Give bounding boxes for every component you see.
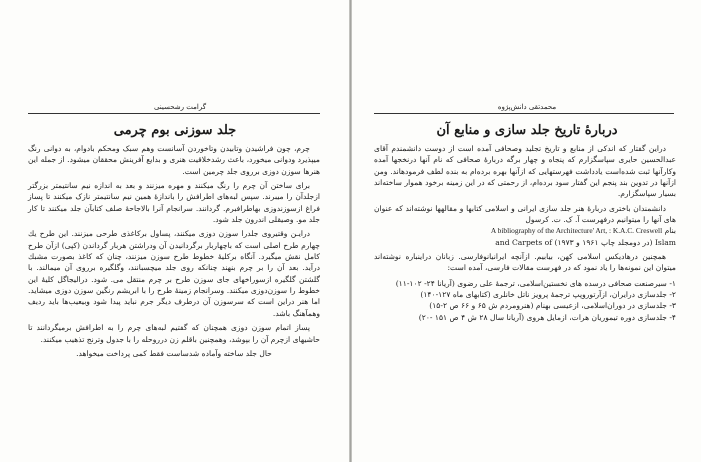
- creswell-title: A bibliography of the Architecture' Art, : K.A.C. Creswell: [490, 226, 663, 236]
- left-running-head: گرامت رشحسینی: [153, 103, 207, 111]
- reference-item-2: ۲- جلدسازی درایران، ازآرتوروپپ ترجمهٔ پرویز ناتل خانلری (کتابهای ماه ۱۲۷-۱۴۰): [420, 290, 676, 300]
- right-running-head: محمدتقی دانش‌پژوه: [497, 103, 557, 111]
- left-paragraph-4: پساز اتمام سوزن دوزی همچنان که گفتیم لبه‌های چرم را به اطرافش برمیگردانند تا حاشیهای ازچرم آن را بپوشد، وهمچنین باقلم زن دررو‌حله را با جدول وترنج تذهیب میکنند.: [28, 323, 320, 344]
- reference-item-3: ۳- جلدسازی در دوران‌اسلامی، ازعیسی بهنام (هنرومردم ش ۶۵ و ۶۶ ص ۲-۱۵): [429, 301, 676, 311]
- right-creswell-line: [374, 225, 676, 236]
- right-book-page: [352, 0, 701, 462]
- reference-item-1: ۱- سیرصنعت صحافی درسده های نخستین‌اسلامی، ترجمهٔ علی رضوی (آریانا ۲۴- ۱۰۲-۱۱): [395, 278, 676, 288]
- right-paragraph-2: دانشمندان باختری دربارهٔ هنر جلد سازی ایرانی و اسلامی کتابها و مقالهها نوشته‌اند که عنوان های آنها را میتوانیم درفهرست آ. ک. ت. کرسول: [374, 203, 676, 225]
- left-paragraph-1: چرم، چون فراشیدن وتابیدن وتاخوردن آسانست وهم سبک ومحکم بادوام، به دوانی رنگ میپذیرد ودوانی میخورد، باعث رشدخلاقیت هنری و بدایع آفرینش محققان میشود. از جمله این هنرها سوزن دوزی برروی جلد چرمین است.: [28, 144, 320, 176]
- right-paragraph-1: دراین گفتار که اندکی از منابع و تاریخ تجلید وصحافی آمده است از دوست دانشمندم آقای عبدالحسین حایری سپاسگزارم که پنجاه و چهار برگه دربارهٔ صحافی که نام آنها درنخجها آمده وکارآنها ثبت شده‌است یادداشت فهرستهایی که ازآنها بهره برده‌ام به بنده لطف فرمودهاند. ومن ازآنها در تدوین بند پنجم این گفتار سود برده‌ام، از رحمتی که در این زمینه برخود هموار ساخته‌اند بسیار سپاسگزارم.: [374, 144, 676, 199]
- left-header-rule: [28, 113, 320, 114]
- right-paragraph-3: همچنین درهادیکس اسلامی کهن، بیابیم. ازآنچه ایرانیانوفارسی‌. زبانان دراینباره نوشته‌اند میتوان این نمونه‌ها را یاد نمود که در فهرست مقالات فارسی، آمده است:: [374, 252, 676, 273]
- right-creswell-islam-line: Islam (در دومجلد چاپ ۱۹۶۱ و ۱۹۷۳) and Carpets of: [495, 237, 676, 247]
- left-page-title: جلد سوزنی بوم چرمی: [113, 123, 237, 138]
- creswell-suffix: بنام: [664, 226, 676, 236]
- left-paragraph-5: حال جلد ساخته وآماده شدساست فقط کمی پرداخت میخواهد.: [76, 348, 272, 358]
- left-paragraph-3: درایـن وقتیروی جلدرا سوزن دوزی میکنند، پساول برکاغذی طرحی میزنند. این طرح یك چهارم طرح اصلی است که باچهاربار برگردانیدن آن ودراشتن هربار گرداندن (کپی) ازآن طرح کامل نقش میگیرد. آنگاه برکلیهٔ خطوط طرح سوزن میزنند، چنان که کاغذ بصورت مشبك درآید. بعد آن را بر چرم بنهند چنانکه روی جلد میچسبانند، وگلگیره برروی آن میمالند. با گلشتن گلگیره ازسوراخهای جای سوزن طرح بر چرم منتقل می‌. شود. درالیجاگل کلیهٔ این خطوط را سوزن‌دوزی میکنند. وسرانجام زمینهٔ طرح را با ابریشم رنگین سوزن دوزی میشاید. اما هنر دراین است که سرسوزن آن درطرف دیگر جرم نباید پیدا شود وبیعیب‌ها باید ردیف وهمآهنگ باشد.: [28, 229, 320, 318]
- right-header-rule: [374, 113, 674, 114]
- left-paragraph-2: برای ساختن آن چرم را رنگ میکنند و مهره میزنند و بعد به اندازه نیم سانتیمتر بزرگتر ازجلدآن را میبرند. سپس لبه‌های اطرافش را باندازهٔ همین نیم سانتیمتر نازک میکنند تا پساز فراغ ازسوزندوزی بهاطرافبرم‌. گردانند. سرانجام آنرا بالاجاحهٔ صلف کتابآن جلد میکنند تا کار جلد مو‌. وصیقلی اندرون جلد شود.: [28, 181, 320, 225]
- right-page-title: دربارهٔ تاریخ جلد سازی و منابع آن: [436, 123, 618, 138]
- reference-item-4: ۴- جلدسازی دوره تیموریان هرات، ازمایل هروی (آریانا سال ۲۸ ش ۴ ص ۱۵۱ -۲۰): [418, 312, 676, 322]
- reference-list: [374, 278, 676, 323]
- left-page-body: [28, 143, 320, 359]
- right-page-body: [374, 143, 676, 323]
- left-book-page: [0, 0, 349, 462]
